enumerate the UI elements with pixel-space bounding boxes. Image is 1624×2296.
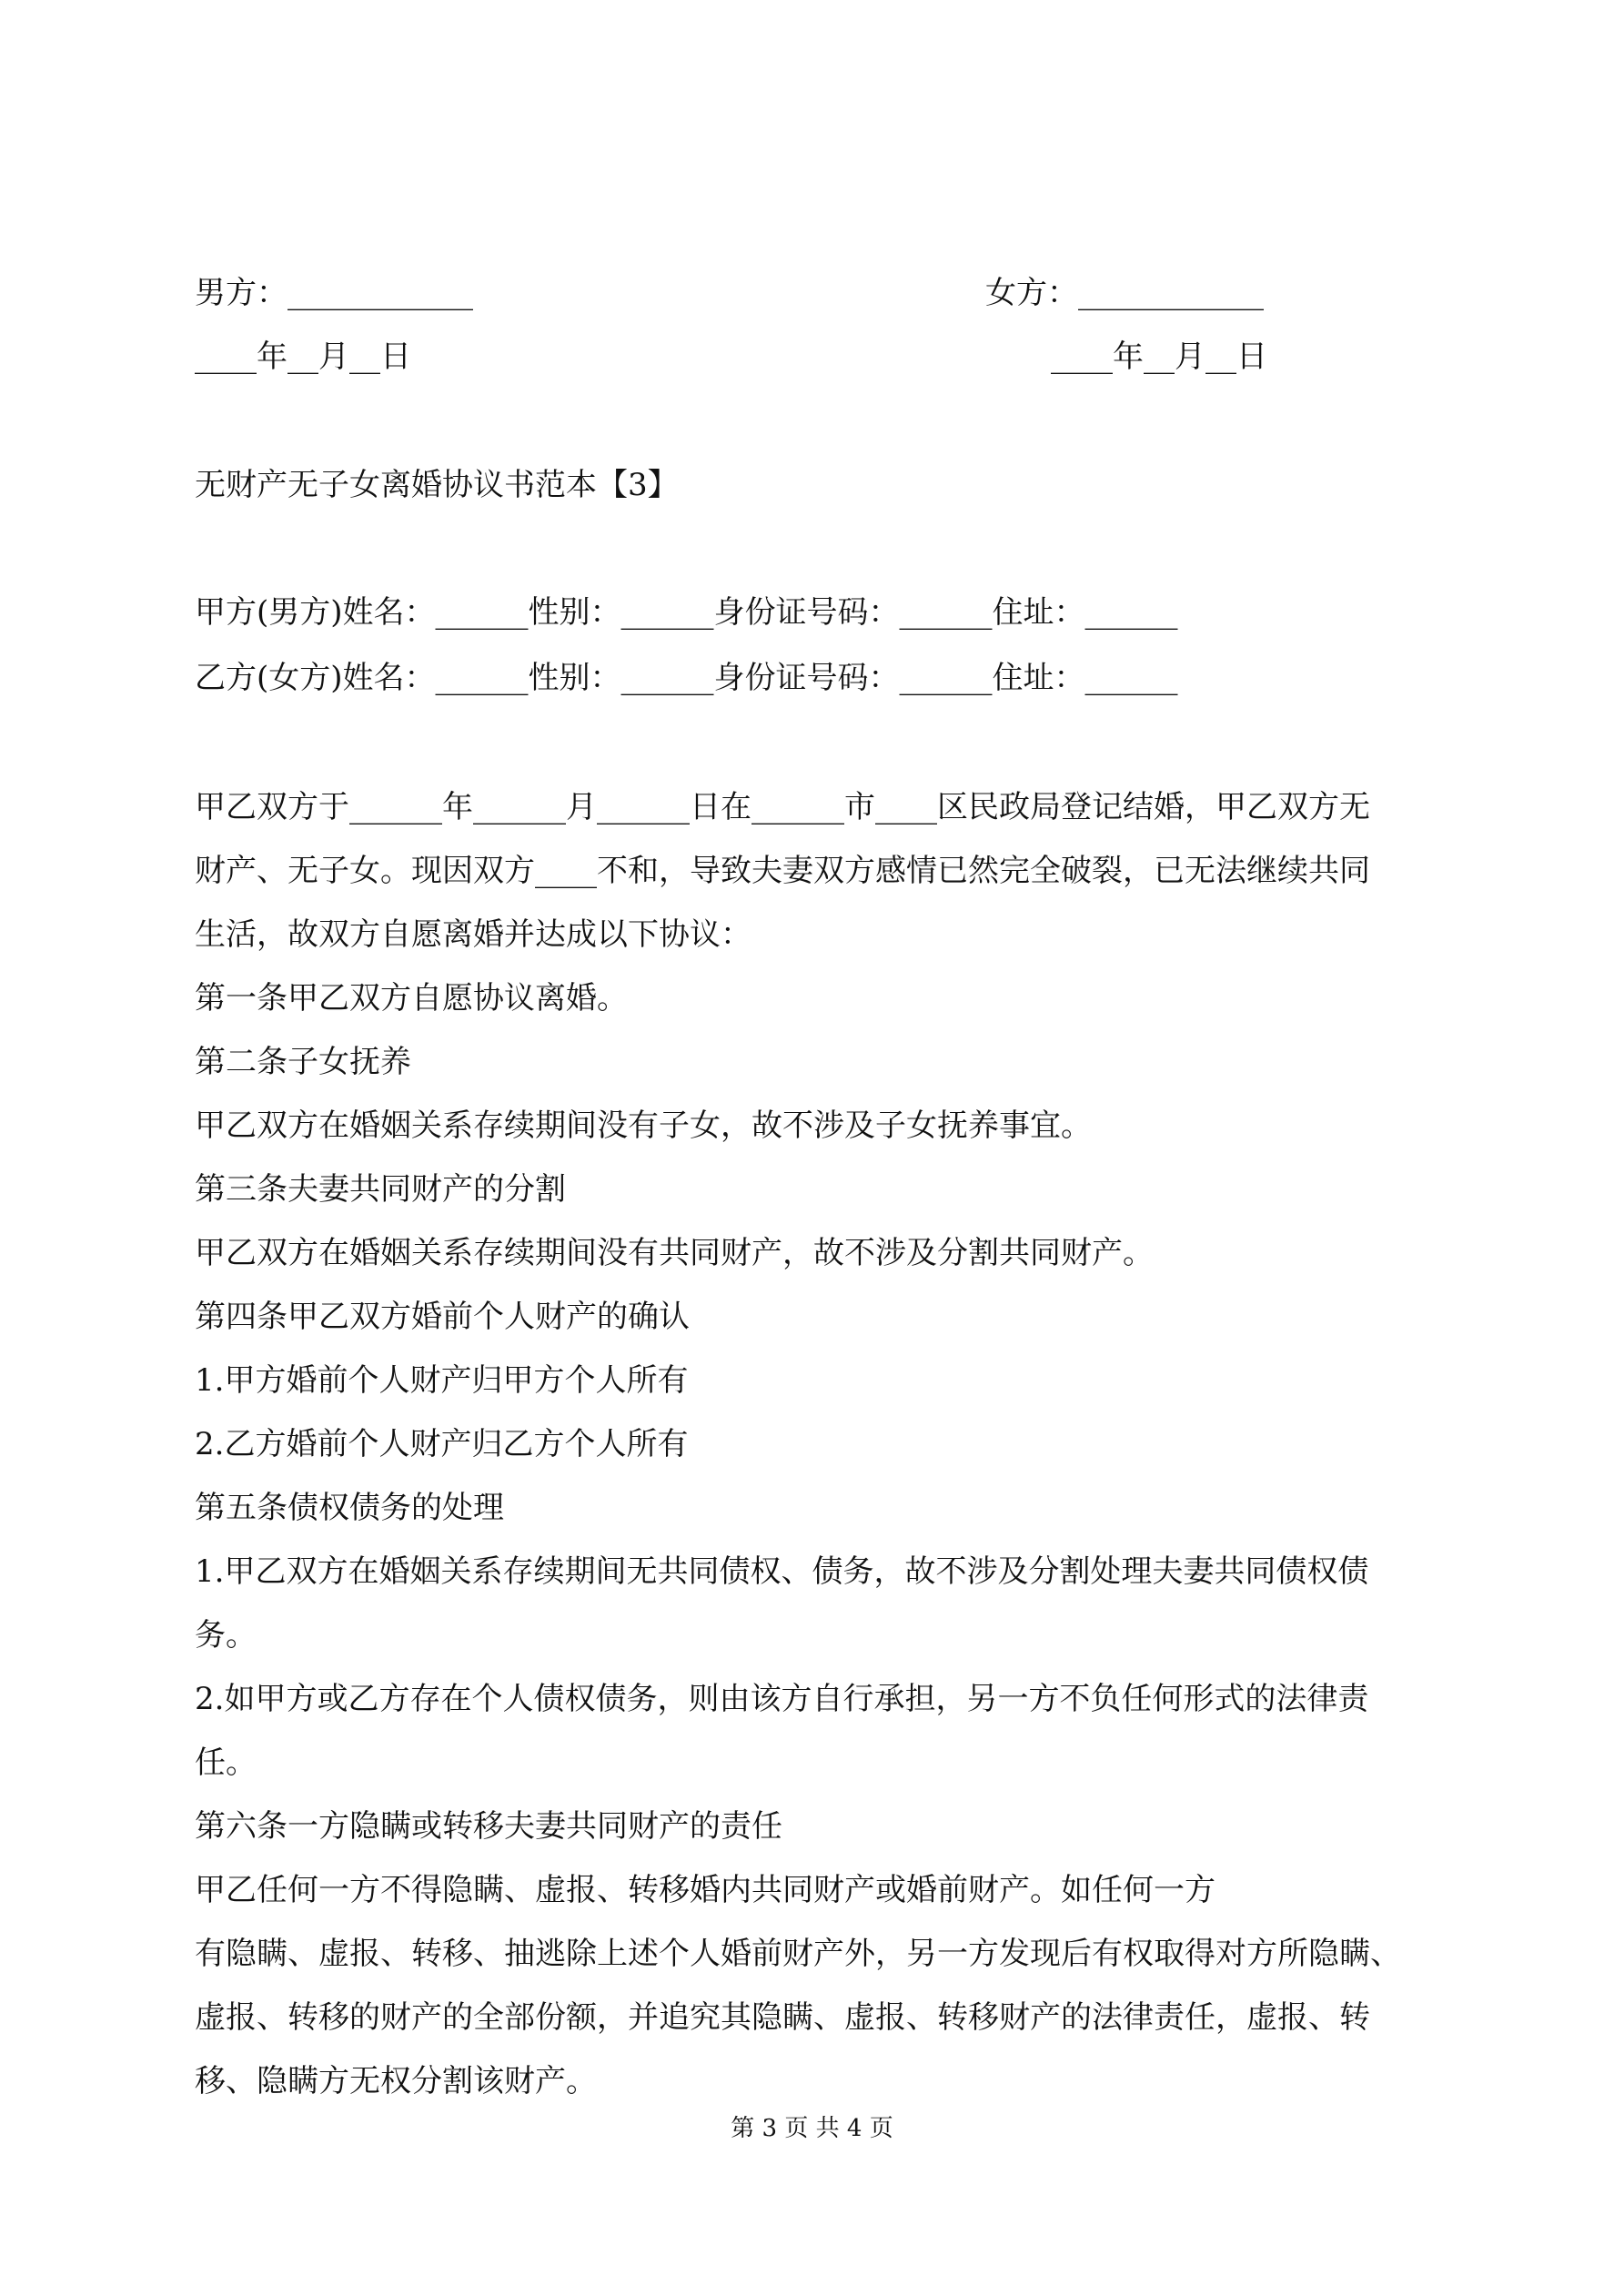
body-line: 1.甲方婚前个人财产归甲方个人所有	[195, 1362, 689, 1399]
party-a-info: 甲方(男方)姓名：______性别：______身份证号码：______住址：______	[195, 594, 1178, 631]
body-line: 务。	[195, 1617, 257, 1654]
article-3-title: 第三条夫妻共同财产的分割	[195, 1171, 566, 1208]
body-line: 任。	[195, 1745, 257, 1781]
body-line: 甲乙双方在婚姻关系存续期间没有共同财产，故不涉及分割共同财产。	[195, 1235, 1154, 1271]
male-signature-line: 男方：____________	[195, 275, 473, 311]
body-line: 2.如甲方或乙方存在个人债权债务，则由该方自行承担，另一方不负任何形式的法律责	[195, 1681, 1369, 1717]
body-line: 财产、无子女。现因双方____不和，导致夫妻双方感情已然完全破裂，已无法继续共同	[195, 853, 1370, 889]
body-line: 生活，故双方自愿离婚并达成以下协议：	[195, 916, 751, 953]
section-heading: 无财产无子女离婚协议书范本【3】	[195, 467, 679, 503]
body-line: 移、隐瞒方无权分割该财产。	[195, 2063, 597, 2099]
body-line: 2.乙方婚前个人财产归乙方个人所有	[195, 1426, 689, 1462]
article-4-title: 第四条甲乙双方婚前个人财产的确认	[195, 1299, 690, 1335]
article-1-title: 第一条甲乙双方自愿协议离婚。	[195, 980, 628, 1017]
body-line: 甲乙任何一方不得隐瞒、虚报、转移婚内共同财产或婚前财产。如任何一方	[195, 1872, 1215, 1908]
body-line: 甲乙双方在婚姻关系存续期间没有子女，故不涉及子女抚养事宜。	[195, 1108, 1092, 1144]
male-signature-date: ____年__月__日	[195, 339, 411, 375]
body-line: 有隐瞒、虚报、转移、抽逃除上述个人婚前财产外，另一方发现后有权取得对方所隐瞒、	[195, 1936, 1401, 1972]
page-number-footer: 第 3 页 共 4 页	[731, 2115, 893, 2142]
party-b-info: 乙方(女方)姓名：______性别：______身份证号码：______住址：______	[195, 660, 1178, 696]
female-signature-line: 女方：____________	[985, 275, 1264, 311]
article-2-title: 第二条子女抚养	[195, 1044, 411, 1080]
body-line: 虚报、转移的财产的全部份额，并追究其隐瞒、虚报、转移财产的法律责任，虚报、转	[195, 1999, 1370, 2036]
female-signature-date: ____年__月__日	[1051, 339, 1267, 375]
article-6-title: 第六条一方隐瞒或转移夫妻共同财产的责任	[195, 1808, 782, 1845]
body-line: 甲乙双方于______年______月______日在______市____区民政局登记结婚，甲乙双方无	[195, 789, 1370, 825]
article-5-title: 第五条债权债务的处理	[195, 1490, 504, 1526]
body-line: 1.甲乙双方在婚姻关系存续期间无共同债权、债务，故不涉及分割处理夫妻共同债权债	[195, 1553, 1369, 1590]
